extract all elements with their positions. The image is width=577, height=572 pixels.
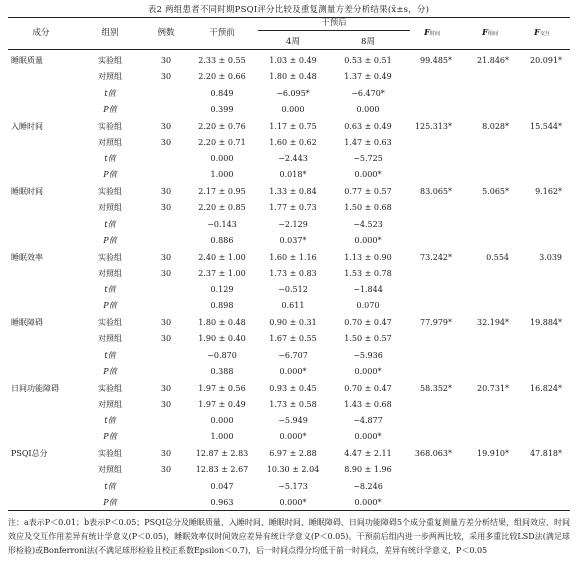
cell-pre: 0.388 [210, 366, 234, 376]
cell-week4: 0.037* [279, 235, 307, 245]
component-name: 睡眠时间 [11, 187, 43, 196]
cell-pre: −0.870 [207, 350, 237, 360]
header-f-time [424, 28, 440, 39]
cell-week8: −8.246 [353, 481, 383, 491]
cell-week8: 0.000* [354, 432, 382, 442]
cell-pre: 2.20 ± 0.85 [198, 203, 246, 213]
cell-week4: 1.73 ± 0.83 [269, 268, 317, 278]
cell-week8: −6.470* [351, 88, 385, 98]
cell-pre: 0.963 [210, 497, 234, 507]
table-footnote: 注：a表示P＜0.01；b表示P＜0.05；PSQI总分及睡眠质量、入睡时间、睡眠时间、睡眠障碍、日间功能障碍5个成分重复测量方差分析结果，组间效应、时间效应及交互作用差异有统计学意义(P＜0.05)，睡眠效率仅时间效应差异有统计学意义(P＜0.05)。干预前后组内进一步两两比较，采用多重比较LSD法(满足球形检验)或Bonferroni法(不满足球形检验且校正系数Epsilon＜0.7)，后一时间点得分均低于前一时间点，差异有统计学意义，P＜0.05 [8, 518, 570, 555]
cell-group: t值 [104, 481, 116, 491]
cell-pre: 1.000 [210, 432, 234, 442]
cell-pre: 2.40 ± 1.00 [198, 252, 246, 262]
cell-cases: 30 [160, 318, 172, 327]
cell-group: 对照组 [98, 203, 122, 213]
f-time-symbol: F [423, 28, 431, 38]
cell-f-time: 73.242* [420, 252, 452, 262]
cell-week8: 0.53 ± 0.51 [344, 56, 392, 65]
cell-week8: 0.070 [356, 301, 380, 311]
cell-f-group: 8.028* [482, 121, 509, 131]
cell-week8: −5.725 [353, 154, 383, 164]
cell-group: 实验组 [98, 252, 122, 262]
component-name: 睡眠质量 [11, 56, 43, 65]
cell-f-interaction: 15.544* [530, 121, 562, 131]
header-week8: 8周 [361, 37, 375, 47]
cell-pre: 0.129 [210, 285, 234, 295]
cell-week8: −4.877 [353, 416, 383, 426]
cell-f-time: 99.485* [420, 56, 452, 65]
f-group-symbol: F [481, 28, 489, 38]
cell-f-group: 20.731* [477, 383, 509, 393]
cell-week8: 4.47 ± 2.11 [344, 449, 392, 458]
cell-cases: 30 [160, 72, 172, 82]
cell-f-interaction: 3.039 [539, 252, 562, 262]
cell-week8: 0.70 ± 0.47 [344, 383, 392, 393]
cell-pre: −0.143 [207, 219, 237, 229]
cell-f-group: 32.194* [477, 318, 509, 327]
cell-cases: 30 [160, 252, 172, 262]
cell-pre: 12.87 ± 2.83 [195, 449, 249, 458]
cell-week4: 0.90 ± 0.31 [269, 318, 317, 327]
cell-week8: 0.000 [356, 104, 380, 114]
cell-week8: 1.13 ± 0.90 [344, 252, 392, 262]
component-name: 日间功能障碍 [11, 383, 59, 393]
cell-group: 对照组 [98, 137, 122, 147]
component-name: 睡眠障碍 [11, 318, 43, 327]
cell-week4: 0.000* [279, 432, 307, 442]
cell-week4: 1.33 ± 0.84 [269, 187, 317, 196]
header-f-group [482, 28, 498, 39]
cell-f-time: 58.352* [420, 383, 452, 393]
cell-pre: 2.33 ± 0.55 [198, 56, 246, 65]
cell-week8: 8.90 ± 1.96 [344, 465, 392, 475]
header-f-interaction [534, 28, 550, 39]
cell-week8: −5.936 [353, 350, 383, 360]
cell-week4: 1.77 ± 0.73 [269, 203, 317, 213]
cell-group: t值 [104, 350, 116, 360]
cell-group: t值 [104, 285, 116, 295]
cell-group: 对照组 [98, 72, 122, 82]
cell-week4: −0.512 [278, 285, 308, 295]
cell-pre: 2.20 ± 0.76 [198, 121, 246, 131]
cell-group: P值 [103, 497, 117, 507]
cell-cases: 30 [160, 465, 172, 475]
cell-group: P值 [103, 170, 117, 180]
cell-cases: 30 [160, 383, 172, 393]
cell-pre: 1.90 ± 0.40 [198, 334, 246, 344]
cell-f-group: 0.554 [486, 252, 509, 262]
cell-week8: 0.000* [354, 235, 382, 245]
cell-week4: 0.018* [279, 170, 307, 180]
cell-group: 实验组 [98, 187, 122, 196]
cell-group: 实验组 [98, 121, 122, 131]
cell-week4: −5.173 [278, 481, 308, 491]
cell-week8: 1.50 ± 0.57 [344, 334, 392, 344]
table-caption: 表2 两组患者不同时期PSQI评分比较及重复测量方差分析结果(x̄±s，分) [147, 5, 430, 15]
cell-cases: 30 [160, 449, 172, 458]
cell-group: 对照组 [98, 465, 122, 475]
cell-week8: 1.47 ± 0.63 [344, 137, 392, 147]
cell-week4: 1.80 ± 0.48 [269, 72, 317, 82]
cell-f-group: 19.910* [477, 449, 509, 458]
cell-group: t值 [104, 416, 116, 426]
header-cases: 例数 [157, 28, 175, 38]
cell-f-interaction: 9.162* [535, 187, 562, 196]
component-name: PSQI总分 [11, 449, 48, 458]
cell-group: 实验组 [98, 449, 122, 458]
cell-group: 对照组 [98, 268, 122, 278]
cell-f-time: 77.979* [420, 318, 452, 327]
cell-f-interaction: 19.884* [530, 318, 562, 327]
cell-pre: 2.37 ± 1.00 [198, 268, 246, 278]
cell-week4: −2.443 [278, 154, 308, 164]
cell-pre: 0.047 [210, 481, 234, 491]
cell-group: t值 [104, 88, 116, 98]
cell-week4: −2.129 [278, 219, 308, 229]
cell-pre: 12.83 ± 2.67 [195, 465, 249, 475]
cell-f-interaction: 47.818* [530, 449, 562, 458]
header-group: 组别 [101, 28, 119, 38]
cell-week4: 0.000* [279, 497, 307, 507]
cell-group: P值 [103, 432, 117, 442]
cell-week4: 1.67 ± 0.55 [269, 334, 317, 344]
cell-pre: 1.000 [210, 170, 234, 180]
cell-week8: 0.000* [354, 497, 382, 507]
cell-cases: 30 [160, 399, 172, 409]
header-week4: 4周 [286, 37, 300, 47]
cell-week4: 1.60 ± 0.62 [269, 137, 317, 147]
cell-week4: 10.30 ± 2.04 [266, 465, 320, 475]
cell-group: 对照组 [98, 334, 122, 344]
cell-f-time: 125.313* [414, 121, 452, 131]
cell-cases: 30 [160, 268, 172, 278]
cell-week4: −6.095* [276, 88, 310, 98]
cell-week8: 0.000* [354, 170, 382, 180]
cell-f-time: 368.063* [414, 449, 452, 458]
cell-group: 对照组 [98, 399, 122, 409]
cell-week4: 0.000* [279, 366, 307, 376]
f-interaction-subscript: 交互 [540, 31, 551, 37]
cell-pre: 2.20 ± 0.66 [198, 72, 246, 82]
cell-week8: 0.000* [354, 366, 382, 376]
cell-week4: −6.707 [278, 350, 308, 360]
top-rule [8, 17, 570, 18]
cell-cases: 30 [160, 137, 172, 147]
cell-week4: 0.000 [281, 104, 305, 114]
cell-f-interaction: 20.091* [530, 56, 562, 65]
cell-week8: 0.63 ± 0.49 [344, 121, 392, 131]
cell-week4: 1.60 ± 1.16 [269, 252, 317, 262]
f-time-subscript: 时间 [430, 31, 441, 37]
cell-cases: 30 [160, 334, 172, 344]
cell-cases: 30 [160, 121, 172, 131]
cell-week4: 1.73 ± 0.58 [269, 399, 317, 409]
component-name: 睡眠效率 [11, 252, 43, 262]
cell-week4: 6.97 ± 2.88 [269, 449, 317, 458]
header-post: 干预后 [321, 18, 347, 28]
cell-week4: 1.03 ± 0.49 [269, 56, 317, 65]
header-rule [8, 49, 570, 50]
cell-pre: 0.000 [210, 416, 234, 426]
cell-week8: 1.50 ± 0.68 [344, 203, 392, 213]
cell-pre: 0.898 [210, 301, 234, 311]
cell-week4: 1.17 ± 0.75 [269, 121, 317, 131]
cell-group: t值 [104, 219, 116, 229]
cell-pre: 0.399 [210, 104, 234, 114]
post-span-rule [258, 30, 410, 31]
cell-f-interaction: 16.824* [530, 383, 562, 393]
header-pre: 干预前 [209, 28, 235, 38]
cell-week8: −4.523 [353, 219, 383, 229]
cell-cases: 30 [160, 56, 172, 65]
cell-week8: 0.70 ± 0.47 [344, 318, 392, 327]
cell-cases: 30 [160, 203, 172, 213]
cell-f-group: 5.065* [482, 187, 509, 196]
cell-week8: −1.844 [353, 285, 383, 295]
cell-week4: 0.93 ± 0.45 [269, 383, 317, 393]
cell-group: P值 [103, 301, 117, 311]
cell-group: 实验组 [98, 318, 122, 327]
cell-pre: 0.849 [210, 88, 234, 98]
cell-pre: 2.17 ± 0.95 [198, 187, 246, 196]
cell-week8: 1.53 ± 0.78 [344, 268, 392, 278]
cell-pre: 1.97 ± 0.49 [198, 399, 246, 409]
cell-week8: 1.37 ± 0.49 [344, 72, 392, 82]
cell-group: P值 [103, 366, 117, 376]
cell-week4: −5.949 [278, 416, 308, 426]
f-group-subscript: 组间 [488, 31, 499, 37]
cell-group: P值 [103, 235, 117, 245]
cell-group: t值 [104, 154, 116, 164]
cell-group: 实验组 [98, 383, 122, 393]
f-interaction-symbol: F [533, 28, 541, 38]
cell-week8: 0.77 ± 0.57 [344, 187, 392, 196]
header-component: 成分 [32, 28, 50, 38]
cell-pre: 0.000 [210, 154, 234, 164]
cell-f-time: 83.065* [420, 187, 452, 196]
cell-pre: 2.20 ± 0.71 [198, 137, 246, 147]
cell-week8: 1.43 ± 0.68 [344, 399, 392, 409]
component-name: 入睡时间 [11, 121, 43, 131]
cell-week4: 0.611 [281, 301, 305, 311]
cell-group: P值 [103, 104, 117, 114]
bottom-rule [8, 510, 570, 511]
cell-pre: 1.97 ± 0.56 [198, 383, 246, 393]
cell-group: 实验组 [98, 56, 122, 65]
cell-f-group: 21.846* [477, 56, 509, 65]
cell-pre: 0.886 [210, 235, 234, 245]
cell-cases: 30 [160, 187, 172, 196]
cell-pre: 1.80 ± 0.48 [198, 318, 246, 327]
